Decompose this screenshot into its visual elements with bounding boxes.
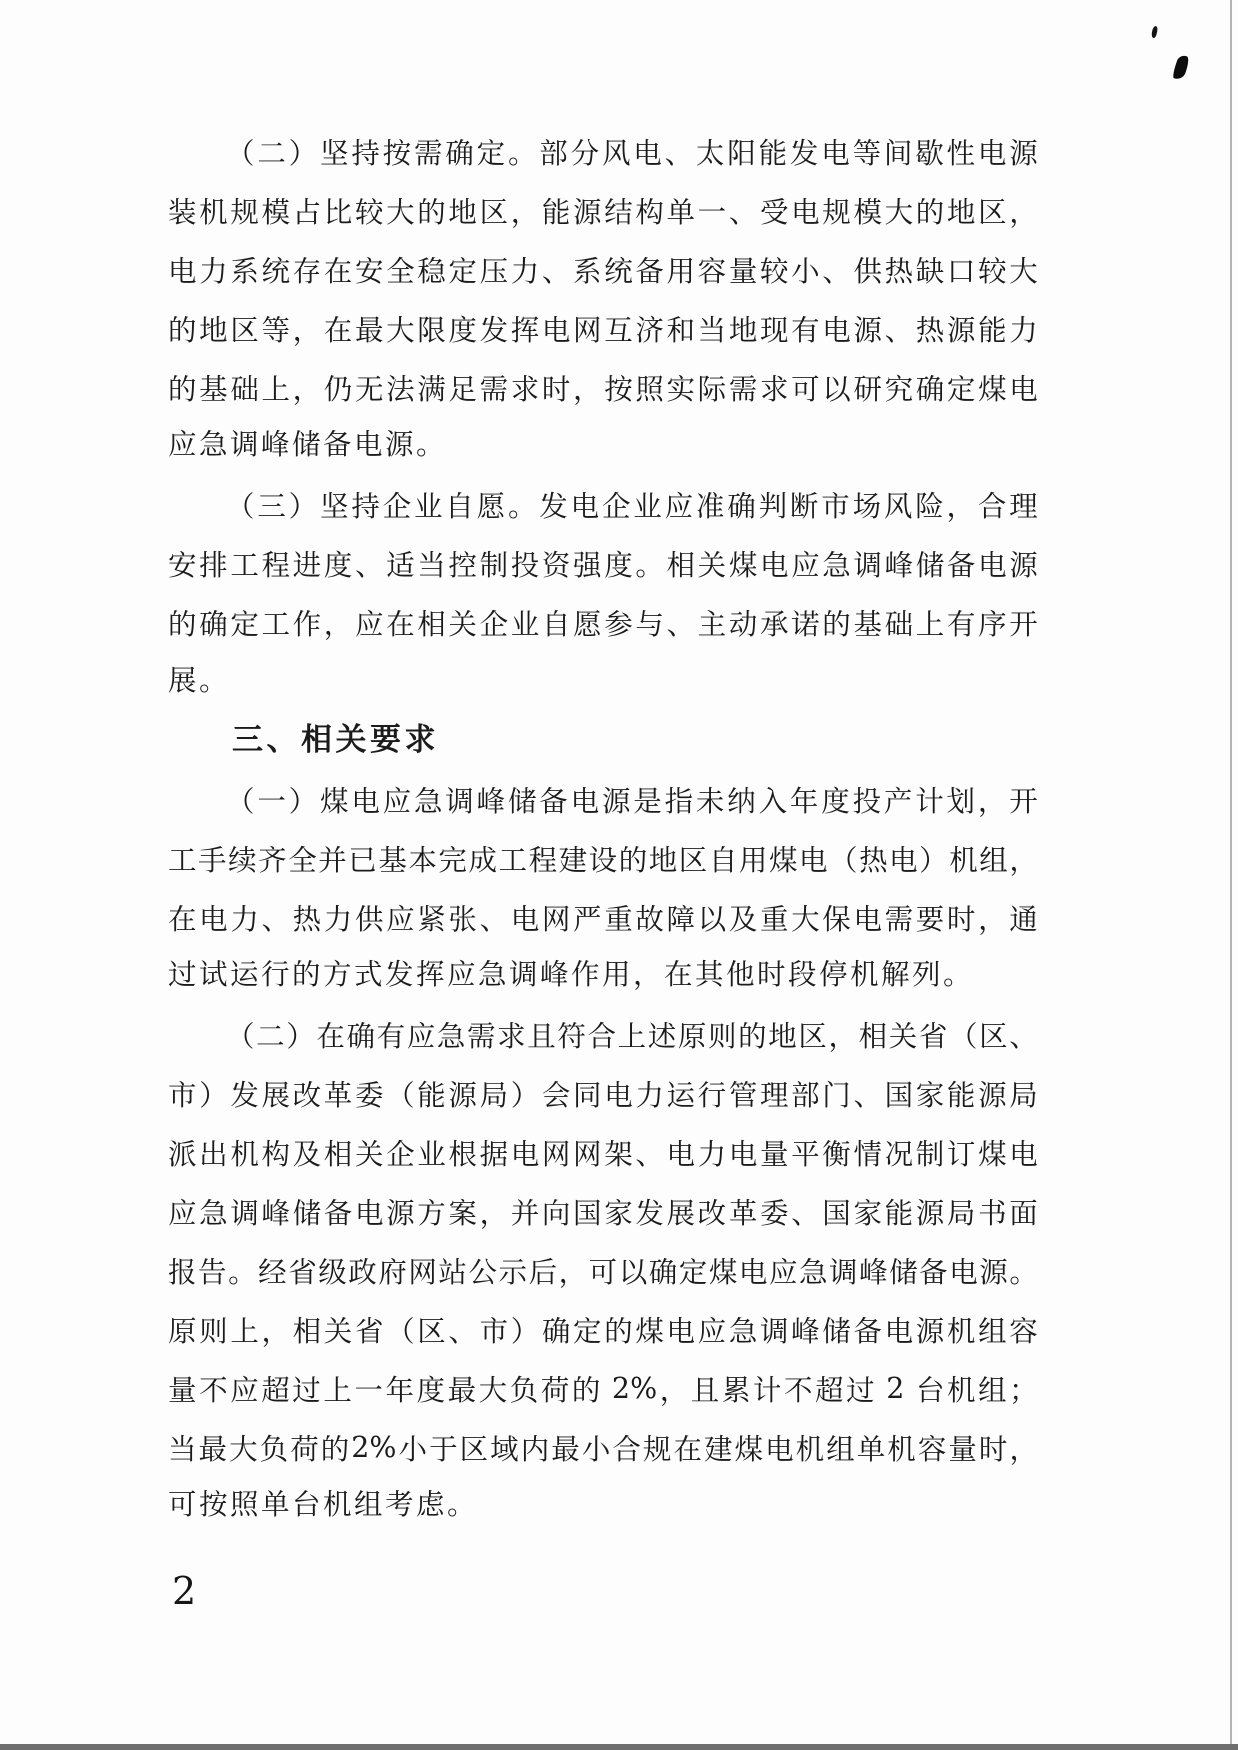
text-line: 安 排 工 程 进 度 、 适 当 控 制 投 资 强 度 。 相 关 煤 电 应 急 调 峰 储 备 电 源 <box>168 549 1038 583</box>
ink-speck <box>1151 26 1159 39</box>
text-line: 工 手 续 齐 全 并 已 基 本 完 成 工 程 建 设 的 地 区 自 用 煤 电 （ 热 电 ） 机 组 ， <box>168 843 1038 877</box>
scan-edge-right <box>1230 0 1232 1750</box>
section-heading: 三、相关要求 <box>232 721 439 758</box>
document-body <box>168 122 1038 1535</box>
text-line: 应急调峰储备电源。 <box>168 428 448 462</box>
text-line: 的 地 区 等 ， 在 最 大 限 度 发 挥 电 网 互 济 和 当 地 现 有 电 源 、 热 源 能 力 <box>168 313 1038 347</box>
text-line: 装 机 规 模 占 比 较 大 的 地 区 ， 能 源 结 构 单 一 、 受 电 规 模 大 的 地 区 ， <box>168 195 1038 229</box>
text-line: 电 力 系 统 存 在 安 全 稳 定 压 力 、 系 统 备 用 容 量 较 小 、 供 热 缺 口 较 大 <box>168 254 1038 288</box>
text-line: 原 则 上 ， 相 关 省 （ 区 、 市 ） 确 定 的 煤 电 应 急 调 峰 储 备 电 源 机 组 容 <box>168 1314 1038 1348</box>
text-line: 可按照单台机组考虑。 <box>168 1488 479 1522</box>
text-line: 量 不 应 超 过 上 一 年 度 最 大 负 荷 的 2% ， 且 累 计 不 超 过 2 台 机 组 ； <box>168 1371 1038 1407</box>
text-line: 的 确 定 工 作 ， 应 在 相 关 企 业 自 愿 参 与 、 主 动 承 诺 的 基 础 上 有 序 开 <box>168 608 1038 642</box>
text-line: （ 一 ） 煤 电 应 急 调 峰 储 备 电 源 是 指 未 纳 入 年 度 投 产 计 划 ， 开 <box>226 784 1038 818</box>
scan-edge-bottom <box>0 1744 1238 1750</box>
ink-mark <box>1171 54 1191 82</box>
text-line: （ 二 ） 坚 持 按 需 确 定 。 部 分 风 电 、 太 阳 能 发 电 等 间 歇 性 电 源 <box>226 136 1038 170</box>
text-line: 过试运行的方式发挥应急调峰作用，在其他时段停机解列。 <box>168 958 975 992</box>
text-line: 派 出 机 构 及 相 关 企 业 根 据 电 网 网 架 、 电 力 电 量 平 衡 情 况 制 订 煤 电 <box>168 1138 1038 1172</box>
text-line: 报 告 。 经 省 级 政 府 网 站 公 示 后 ， 可 以 确 定 煤 电 应 急 调 峰 储 备 电 源 。 <box>168 1255 1038 1289</box>
text-line: 的 基 础 上 ， 仍 无 法 满 足 需 求 时 ， 按 照 实 际 需 求 可 以 研 究 确 定 煤 电 <box>168 372 1038 406</box>
text-line: 展。 <box>168 664 231 698</box>
text-line: 当 最 大 负 荷 的 2% 小 于 区 域 内 最 小 合 规 在 建 煤 电 机 组 单 机 容 量 时 ， <box>168 1430 1038 1466</box>
page-number: 2 <box>172 1569 197 1613</box>
text-line: 应 急 调 峰 储 备 电 源 方 案 ， 并 向 国 家 发 展 改 革 委 、 国 家 能 源 局 书 面 <box>168 1196 1038 1230</box>
text-line: 市 ） 发 展 改 革 委 （ 能 源 局 ） 会 同 电 力 运 行 管 理 部 门 、 国 家 能 源 局 <box>168 1079 1038 1113</box>
text-line: （ 三 ） 坚 持 企 业 自 愿 。 发 电 企 业 应 准 确 判 断 市 场 风 险 ， 合 理 <box>226 490 1038 524</box>
text-line: 在 电 力 、 热 力 供 应 紧 张 、 电 网 严 重 故 障 以 及 重 大 保 电 需 要 时 ， 通 <box>168 902 1038 936</box>
text-line: （ 二 ） 在 确 有 应 急 需 求 且 符 合 上 述 原 则 的 地 区 ， 相 关 省 （ 区 、 <box>226 1020 1038 1054</box>
